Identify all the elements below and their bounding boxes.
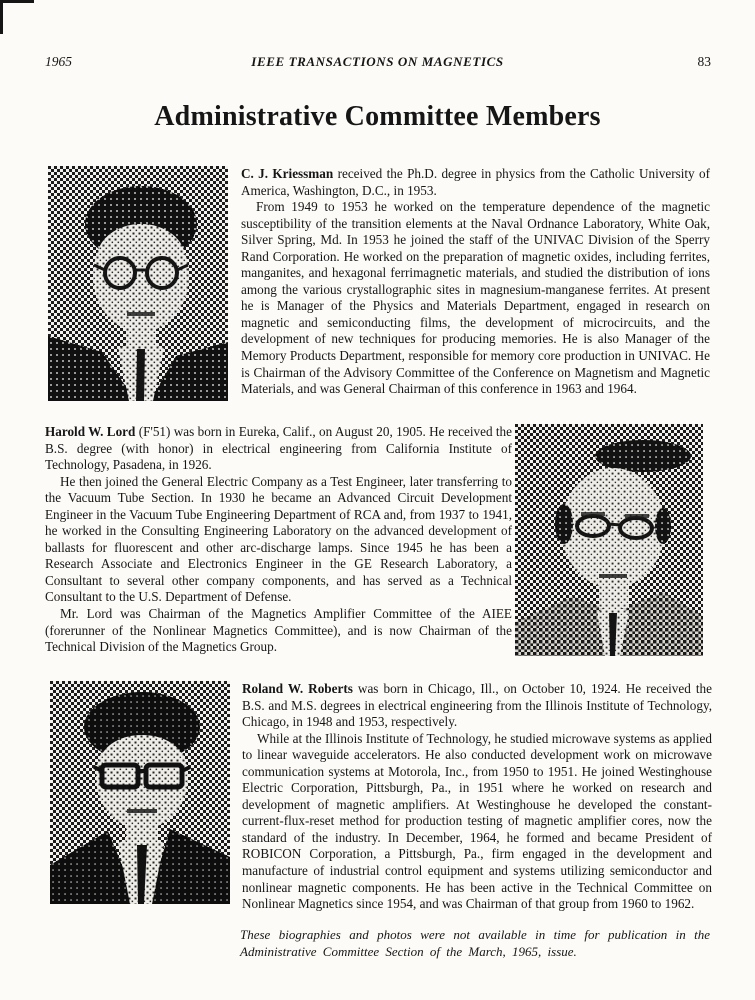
bio-intro: received the Ph.D. degree in physics from the Catholic University of America, Washington, D.C., in 1953. xyxy=(241,166,710,198)
bio-name: Roland W. Roberts xyxy=(242,681,353,696)
halftone-portrait-kriessman xyxy=(48,166,228,401)
halftone-portrait-lord xyxy=(515,424,703,656)
bio-paragraph: From 1949 to 1953 he worked on the temperature dependence of the magnetic susceptibility of the transition elements at the Naval Ordnance Laboratory, White Oak, Silver Spring, Md. In 1953 he joined the staff of the UNIVAC Division of the Sperry Rand Corporation. He worked on the preparation of magnetic oxides, including ferrites, manganites, and hexagonal ferrimagnetic materials, and studied the distribution of ions among the various crystallographic sites in magnesium-manganese ferrites. At present he is Manager of the Physics and Materials Department, engaged in research on magnetic and semiconducting films, the development of microcircuits, and the development of new techniques for producing memories. He is also Manager of the Memory Products Department, responsible for memory core production in UNIVAC. He is Chairman of the Advisory Committee of the Conference on Magnetism and Magnetic Materials, and was General Chairman of this conference in 1963 and 1964. xyxy=(241,199,710,397)
bio-name: Harold W. Lord xyxy=(45,424,136,439)
bio-paragraph xyxy=(242,681,712,731)
portrait-photo-icon xyxy=(515,424,703,656)
article-title: Administrative Committee Members xyxy=(154,100,601,132)
bio-paragraph xyxy=(45,424,512,474)
bio-paragraph: While at the Illinois Institute of Technology, he studied microwave systems as applied to linear waveguide accelerators. He also conducted development work on microwave communication systems at Motorola, Inc., from 1950 to 1951. He joined Westinghouse Electric Corporation, Pittsburgh, Pa., in 1951 where he worked on research and development of magnetic amplifiers. At Westinghouse he developed the constant-current-flux-reset method for production testing of magnetic amplifier cores, now the standard of the industry. In December, 1964, he formed and became President of ROBICON Corporation, a Pittsburgh, Pa., firm engaged in the development and manufacture of industrial control equipment and systems utilizing semiconductor and nonlinear magnetic components. He has been active in the Technical Committee on Nonlinear Magnetics since 1954, and was Chairman of that group from 1960 to 1962. xyxy=(242,730,712,912)
bio-paragraph xyxy=(241,166,710,199)
bio-intro: was born in Chicago, Ill., on October 10, 1924. He received the B.S. and M.S. degrees in electrical engineering from the Illinois Institute of Technology, Chicago, in 1948 and 1953, respectively. xyxy=(242,681,712,730)
bio-paragraph: He then joined the General Electric Company as a Test Engineer, later transferring to the Vacuum Tube Section. In 1930 he became an Advanced Circuit Development Engineer in the Vacuum Tube Engineering Department of RCA and, from 1937 to 1941, he worked in the Consulting Engineering Laboratory on the advanced development of ballasts for fluorescent and other arc-discharge lamps. Since 1945 he has been a Research Associate and Electronics Engineer in the GE Research Laboratory, a Consultant to several other company components, and has served as a Technical Consultant to the U.S. Department of Defense. xyxy=(45,473,512,605)
bio-paragraph: Mr. Lord was Chairman of the Magnetics Amplifier Committee of the AIEE (forerunner of the Nonlinear Magnetics Committee), and is now Chairman of the Technical Division of the Magnetics Group. xyxy=(45,606,512,655)
bio-text-lord xyxy=(45,424,512,656)
portrait-photo-icon xyxy=(48,166,228,401)
editorial-footnote: These biographies and photos were not available in time for publication in the Administrative Committee Section of the March, 1965, issue. xyxy=(240,927,710,959)
bio-name: C. J. Kriessman xyxy=(241,166,334,181)
bio-section-lord xyxy=(45,424,703,656)
bio-section-roberts xyxy=(50,681,712,913)
running-head-page-number: 83 xyxy=(697,54,711,69)
running-head xyxy=(0,54,755,72)
bio-text-roberts xyxy=(242,681,712,913)
portrait-photo-icon xyxy=(50,681,230,904)
scan-artifact xyxy=(0,0,34,3)
bio-section-kriessman xyxy=(48,166,710,401)
halftone-portrait-roberts xyxy=(50,681,230,913)
running-head-year: 1965 xyxy=(45,54,72,69)
bio-intro: (F'51) was born in Eureka, Calif., on August 20, 1905. He received the B.S. degree (with honor) in electrical engineering from California Institute of Technology, Pasadena, in 1926. xyxy=(45,424,512,473)
bio-text-kriessman xyxy=(241,166,710,401)
running-head-journal: IEEE TRANSACTIONS ON MAGNETICS xyxy=(251,54,504,69)
scan-artifact xyxy=(0,0,3,34)
